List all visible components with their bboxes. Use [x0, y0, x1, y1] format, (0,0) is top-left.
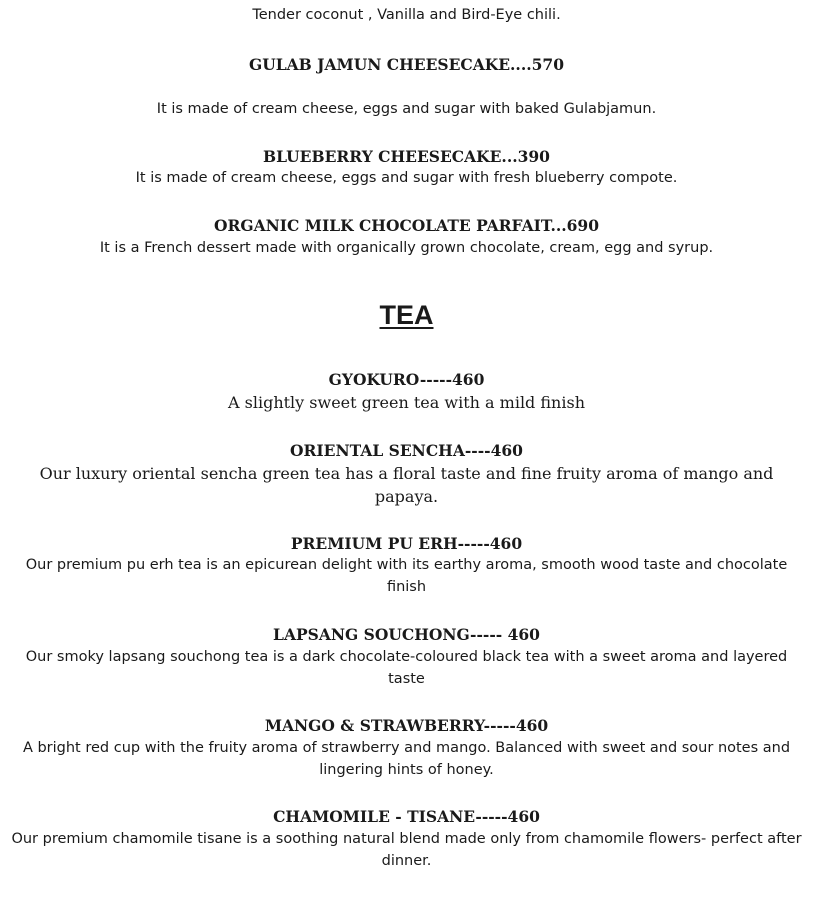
tea-description: Our premium pu erh tea is an epicurean delight with its earthy aroma, smooth wood taste and chocolate [25, 557, 788, 573]
tea-description: Our smoky lapsang souchong tea is a dark chocolate-coloured black tea with a sweet aroma and layered [25, 649, 788, 665]
tea-title: LAPSANG SOUCHONG----- 460 [273, 625, 540, 644]
dessert-description: It is made of cream cheese, eggs and sugar with fresh blueberry compote. [135, 170, 678, 186]
tea-description: taste [388, 671, 425, 687]
tea-section-heading: TEA [379, 300, 434, 330]
tea-title: PREMIUM PU ERH-----460 [290, 534, 523, 553]
tea-description: A bright red cup with the fruity aroma of strawberry and mango. Balanced with sweet and sour notes and [22, 740, 791, 756]
tea-description: A slightly sweet green tea with a mild finish [227, 393, 585, 412]
tea-title: GYOKURO-----460 [328, 370, 485, 389]
tea-description: Our premium chamomile tisane is a soothing natural blend made only from chamomile flowers- perfect after [11, 831, 802, 847]
tea-description: finish [386, 579, 427, 595]
tea-description: dinner. [381, 853, 432, 869]
dessert-title: BLUEBERRY CHEESECAKE...390 [263, 147, 550, 166]
tea-description: lingering hints of honey. [319, 762, 494, 778]
tea-title: ORIENTAL SENCHA----460 [290, 441, 523, 460]
tea-title: CHAMOMILE - TISANE-----460 [273, 807, 540, 826]
dessert-title: ORGANIC MILK CHOCOLATE PARFAIT...690 [213, 216, 599, 235]
tea-description: papaya. [374, 487, 439, 506]
tea-description: Our luxury oriental sencha green tea has a floral taste and fine fruity aroma of mango and [39, 464, 774, 483]
dessert-title: GULAB JAMUN CHEESECAKE....570 [249, 55, 564, 74]
dessert-description: It is a French dessert made with organically grown chocolate, cream, egg and syrup. [99, 240, 714, 256]
dessert-description: Tender coconut , Vanilla and Bird-Eye chili. [252, 7, 561, 23]
dessert-description: It is made of cream cheese, eggs and sugar with baked Gulabjamun. [156, 101, 657, 117]
tea-title: MANGO & STRAWBERRY-----460 [264, 716, 549, 735]
